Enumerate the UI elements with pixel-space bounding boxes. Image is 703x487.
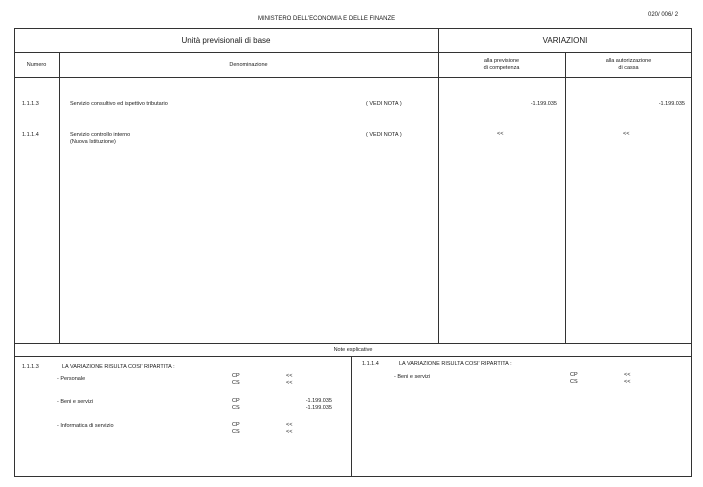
note-numero: 1.1.1.3 [22,364,39,370]
note-item-label: - Beni e servizi [394,374,431,380]
row-numero: 1.1.1.3 [22,101,39,107]
note-item-codes: CP CS [232,373,240,386]
note-item-codes: CP CS [570,372,578,385]
note-item-values: << << [624,372,631,385]
note-item-codes: CP CS [232,422,240,435]
row-numero: 1.1.1.4 [22,132,39,138]
note-heading: LA VARIAZIONE RISULTA COSI' RIPARTITA : [399,361,512,367]
note-item-values: << << [286,373,293,386]
row-competenza: << [497,131,504,137]
section-variazioni: VARIAZIONI [542,36,588,45]
note-numero: 1.1.1.4 [362,361,379,367]
note-heading: LA VARIAZIONE RISULTA COSI' RIPARTITA : [62,364,175,370]
col-header-autorizzazione: alla autorizzazione di cassa [605,58,652,71]
note-item-label: - Informatica di servizio [57,423,114,429]
page-reference: 020/ 006/ 2 [648,12,679,18]
col-header-previsione: alla previsione di competenza [483,58,520,71]
note-item-values: -1.199.035 -1.199.035 [305,398,332,411]
note-item-codes: CP CS [232,398,240,411]
col-header-denominazione: Denominazione [229,62,268,68]
row-denominazione: Servizio controllo interno (Nuova Istituzione) [70,132,131,145]
row-cassa: -1.199.035 [658,101,685,107]
ministry-title: MINISTERO DELL'ECONOMIA E DELLE FINANZE [258,16,396,22]
row-competenza: -1.199.035 [530,101,557,107]
note-item-label: - Personale [57,376,86,382]
row-vedi-nota: ( VEDI NOTA ) [366,132,402,138]
notes-title: Note esplicative [333,347,373,353]
row-vedi-nota: ( VEDI NOTA ) [366,101,402,107]
note-item-label: - Beni e servizi [57,399,94,405]
row-denominazione: Servizio consultivo ed ispettivo tributario [70,101,168,107]
row-cassa: << [623,131,630,137]
col-header-numero: Numero [26,62,47,68]
note-item-values: << << [286,422,293,435]
section-unita-previsionali: Unità previsionali di base [181,36,271,45]
